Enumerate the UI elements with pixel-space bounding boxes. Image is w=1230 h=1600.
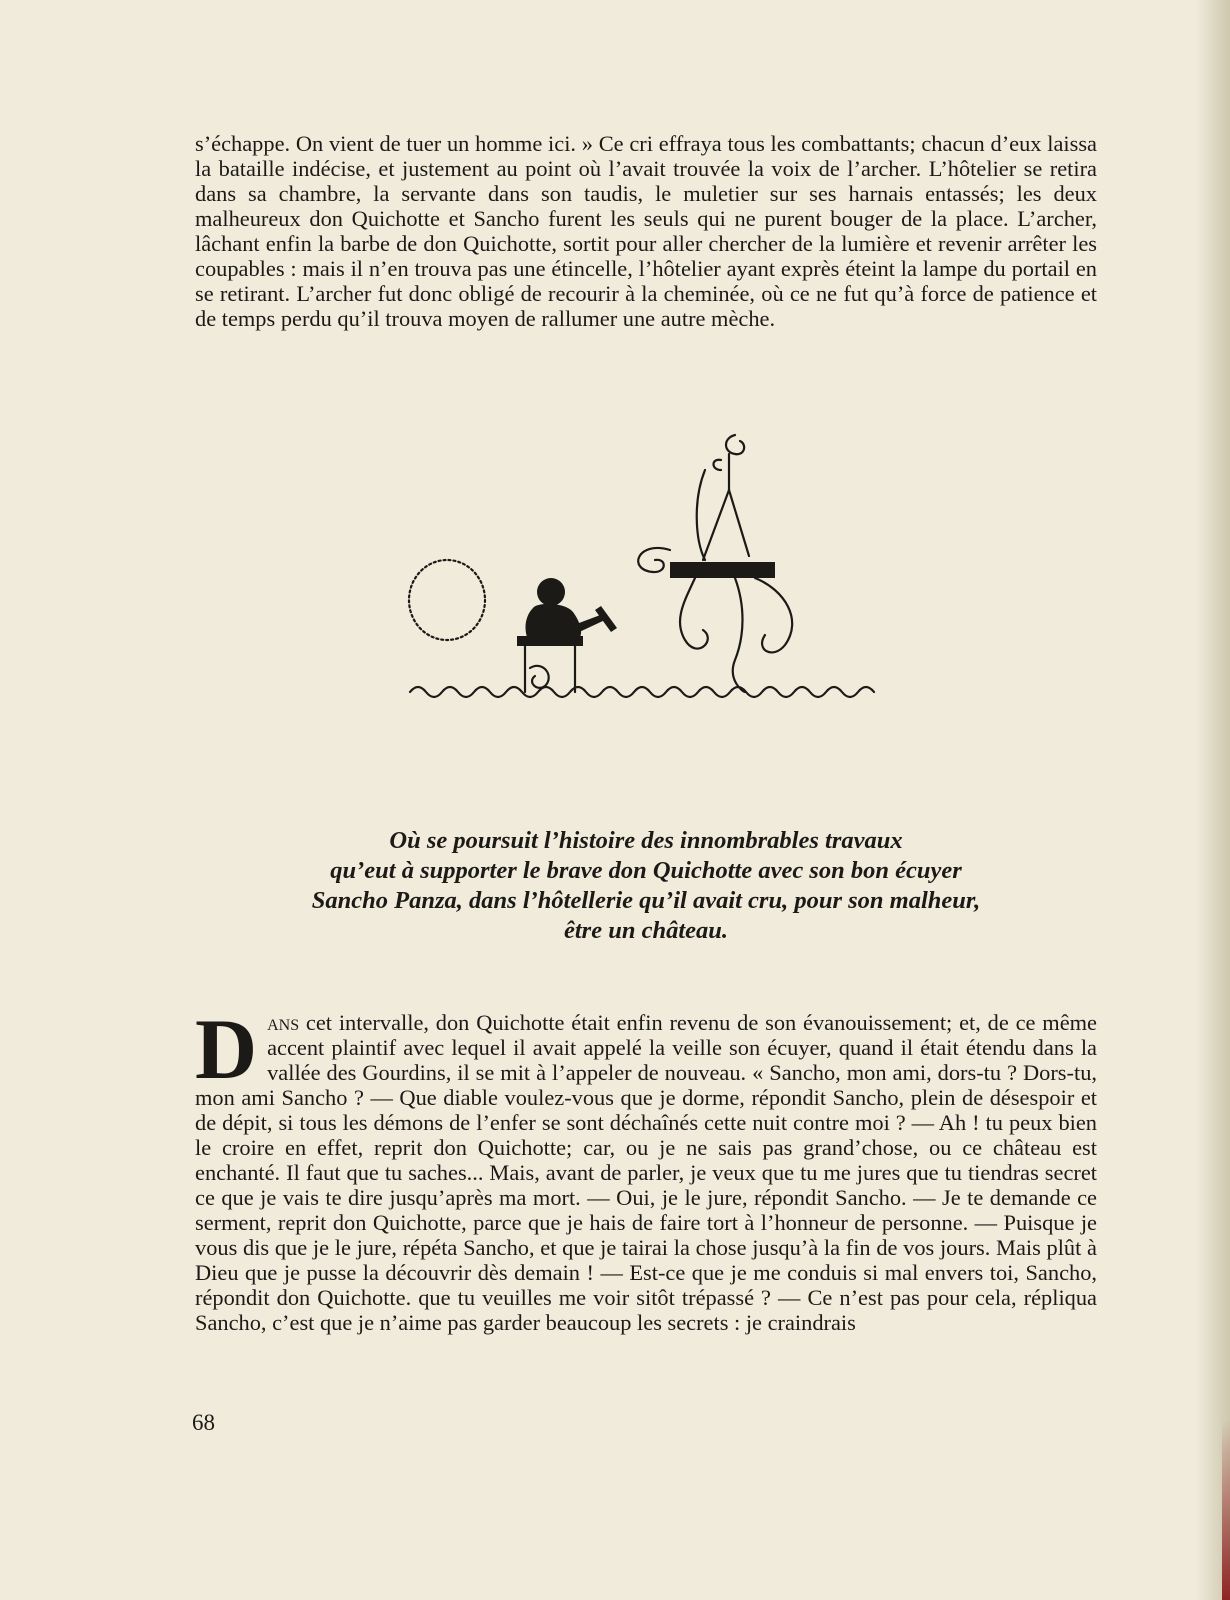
- chapter-body-paragraph: [195, 1001, 1097, 1335]
- chapter-title: [195, 826, 1097, 946]
- top-paragraph-text: s’échappe. On vient de tuer un homme ici. » Ce cri effraya tous les combattants; chacun d’eux laissa la bataille indécise, et justement au point où l’avait trouvée la voix de l’archer. L’hôtelier se retira dans sa chambre, la servante dans son taudis, le muletier sur ses harnais entassés; les deux malheureux don Quichotte et Sancho furent les seuls qui ne purent bouger de la place. L’archer, lâchant enfin la barbe de don Quichotte, sortit pour aller chercher de la lumière et revenir arrêter les coupables : mais il n’en trouva pas une étincelle, l’hôtelier ayant exprès éteint la lampe du portail en se retirant. L’archer fut donc obligé de recourir à la cheminée, où ce ne fut qu’à force de patience et de temps perdu qu’il trouva moyen de rallumer une autre mèche.: [195, 131, 1097, 331]
- page-edge: [1222, 1420, 1230, 1600]
- chapter-title-line-1: Où se poursuit l’histoire des innombrables travaux: [389, 827, 903, 854]
- chapter-body: [195, 1001, 1097, 1335]
- drop-cap: D: [195, 1001, 258, 1097]
- opening-small-caps: ans: [267, 1010, 300, 1035]
- chapter-title-line-2: qu’eut à supporter le brave don Quichotte avec son bon écuyer: [330, 857, 962, 884]
- chapter-body-text: cet intervalle, don Quichotte était enfin revenu de son évanouissement; et, de ce même accent plaintif avec lequel il avait appelé la veille son écuyer, quand il était étendu dans la vallée des Gourdins, il se mit à l’appeler de nouveau. « Sancho, mon ami, dors-tu ? Dors-tu, mon ami Sancho ? — Que diable voulez-vous que je dorme, répondit Sancho, plein de désespoir et de dépit, si tous les démons de l’enfer se sont déchaînés cette nuit contre moi ? — Ah ! tu peux bien le croire en effet, reprit don Quichotte; car, ou je ne sais pas grand’chose, ou ce château est enchanté. Il faut que tu saches... Mais, avant de parler, je veux que tu me jures que tu tiendras secret ce que je vais te dire jusqu’après ma mort. — Oui, je le jure, répondit Sancho. — Je te demande ce serment, reprit don Quichotte, parce que je hais de faire tort à l’honneur de personne. — Puisque je vous dis que je le jure, répéta Sancho, et que je tairai la chose jusqu’à la fin de vos jours. Mais plût à Dieu que je pusse la découvrir dès demain ! — Est-ce que je me conduis si mal envers toi, Sancho, répondit don Quichotte. que tu veuilles me voir sitôt trépassé ? — Ce n’est pas pour cela, répliqua Sancho, c’est que je n’aime pas garder beaucoup les secrets : je craindrais: [195, 1010, 1097, 1335]
- quixote-writing-desk-illustration: [405, 430, 905, 720]
- chapter-title-line-3: Sancho Panza, dans l’hôtellerie qu’il avait cru, pour son malheur,: [311, 887, 981, 914]
- top-paragraph: [195, 131, 1097, 331]
- page-gutter-shadow: [1196, 0, 1230, 1600]
- chapter-title-line-4: être un château.: [563, 917, 729, 944]
- page-number: 68: [192, 1410, 215, 1435]
